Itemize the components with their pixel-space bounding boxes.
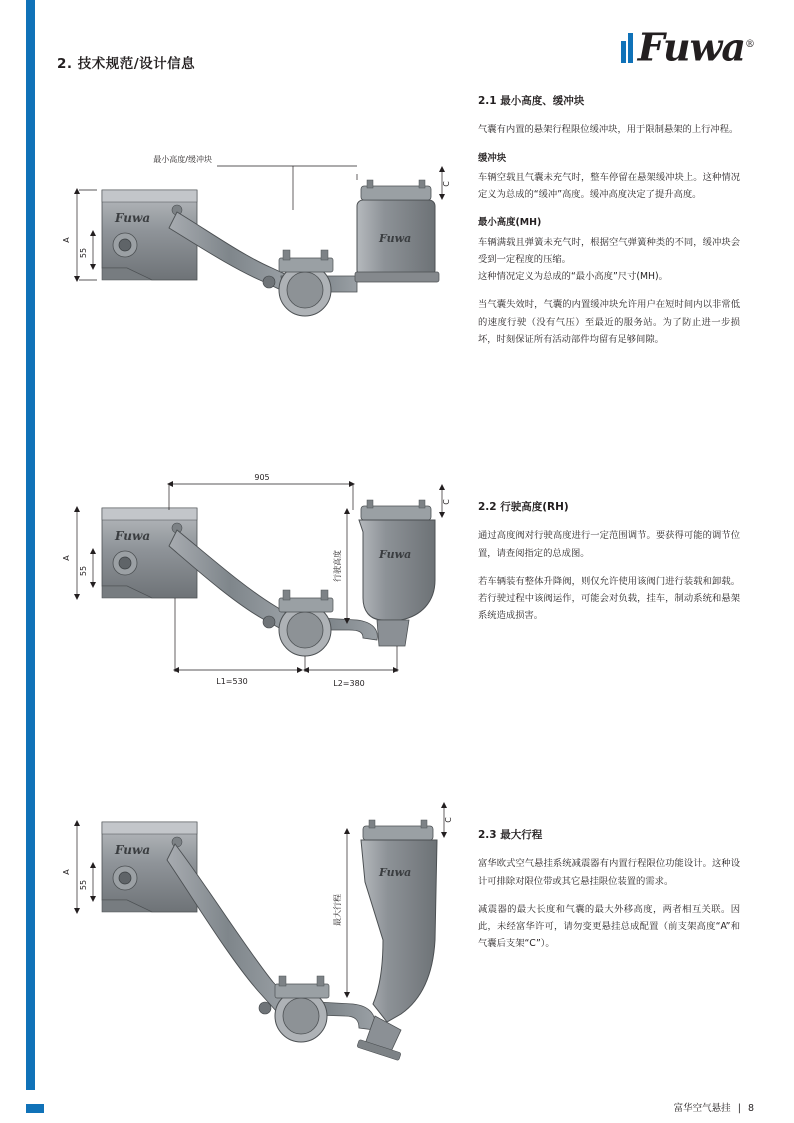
dim-a-label: A: [62, 237, 71, 243]
figure-min-height: [57, 150, 467, 450]
callout-min-height: 最小高度/缓冲块: [153, 155, 212, 164]
dim-55-label: 55: [79, 565, 88, 577]
figure-max-travel: [57, 790, 467, 1090]
dim-c-label: C: [442, 181, 451, 187]
dim-l1-label: L1=530: [216, 677, 248, 686]
logo-bars-icon: [621, 29, 635, 63]
dim-ride-height-label: 行驶高度: [333, 550, 342, 582]
dim-55-label: 55: [79, 247, 88, 259]
dim-a-label: A: [62, 555, 71, 561]
svg-text:Fuwa: Fuwa: [115, 843, 151, 857]
footer-blue-mark: [26, 1104, 44, 1113]
dim-l2-label: L2=380: [333, 679, 365, 688]
svg-text:Fuwa: Fuwa: [115, 211, 151, 225]
para-2-3-1: 富华欧式空气悬挂系统减震器有内置行程限位功能设计。这种设计可排除对限位带或其它悬挂限位装置的需求。: [478, 858, 740, 887]
heading-2-1: 2.1 最小高度、缓冲块: [478, 95, 585, 107]
svg-text:Fuwa: Fuwa: [379, 866, 412, 879]
svg-text:Fuwa: Fuwa: [379, 232, 412, 245]
logo-registered-mark: ®: [745, 39, 754, 50]
trailing-arm: [167, 844, 375, 1030]
footer-separator: |: [737, 1103, 741, 1114]
page-footer: [674, 1100, 754, 1114]
footer-page-number: 8: [747, 1103, 754, 1114]
para-min-height-2: 这种情况定义为总成的“最小高度”尺寸(MH)。: [478, 271, 668, 283]
para-2-2-2: 若车辆装有整体升降阀，则仅允许使用该阀门进行装载和卸载。若行驶过程中该阀运作，可能会对负载，挂车，制动系统和悬架系统造成损害。: [478, 575, 740, 622]
para-min-height-1: 车辆满载且弹簧未充气时，根据空气弹簧种类的不同，缓冲块会受到一定程度的压缩。: [478, 236, 740, 265]
heading-2-2: 2.2 行驶高度(RH): [478, 501, 569, 513]
axle-clamp: [263, 250, 333, 316]
text-block-ride-height: [478, 498, 740, 635]
para-2-1-outro: 当气囊失效时，气囊的内置缓冲块允许用户在短时间内以非常低的速度行驶（没有气压）至最近的服务站。为了防止进一步损坏，时刻保证所有活动部件均留有足够间隙。: [478, 299, 740, 345]
svg-text:Fuwa: Fuwa: [379, 548, 412, 561]
fuwa-logo: [621, 24, 754, 70]
dim-55-label: 55: [79, 879, 88, 891]
logo-wordmark: [637, 24, 754, 70]
para-2-3-2: 减震器的最大长度和气囊的最大外移高度，两者相互关联。因此，未经富华许可，请勿变更悬挂总成配置（前支架高度“A”和气囊后支架“C”）。: [478, 903, 740, 950]
svg-text:Fuwa: Fuwa: [115, 529, 151, 543]
heading-2-3: 2.3 最大行程: [478, 829, 543, 841]
para-2-2-1: 通过高度阀对行驶高度进行一定范围调节。要获得可能的调节位置，请查阅指定的总成图。: [478, 530, 740, 559]
left-blue-spine: [26, 0, 35, 1090]
footer-title: 富华空气悬挂: [673, 1103, 731, 1114]
text-block-max-travel: [478, 826, 740, 963]
para-bumper: 车辆空载且气囊未充气时，整车停留在悬架缓冲块上。这种情况定义为总成的“缓冲”高度。缓冲高度决定了提升高度。: [478, 172, 740, 201]
para-2-1-intro: 气囊有内置的悬架行程限位缓冲块，用于限制悬架的上行冲程。: [478, 124, 739, 136]
air-spring: [355, 180, 439, 282]
page-title: 2. 技术规范/设计信息: [57, 56, 196, 72]
subheading-bumper: 缓冲块: [478, 152, 507, 164]
dim-c-label: C: [442, 499, 451, 505]
figure-ride-height: [57, 470, 467, 710]
text-block-min-height: [478, 92, 740, 359]
dim-a-label: A: [62, 869, 71, 875]
dim-max-travel-label: 最大行程: [333, 894, 342, 926]
subheading-min-height: 最小高度(MH): [478, 217, 542, 229]
dim-905-label: 905: [254, 473, 270, 482]
dim-c-label: C: [444, 817, 453, 823]
logo-text: Fuwa: [637, 24, 745, 70]
axle-clamp: [263, 590, 333, 656]
